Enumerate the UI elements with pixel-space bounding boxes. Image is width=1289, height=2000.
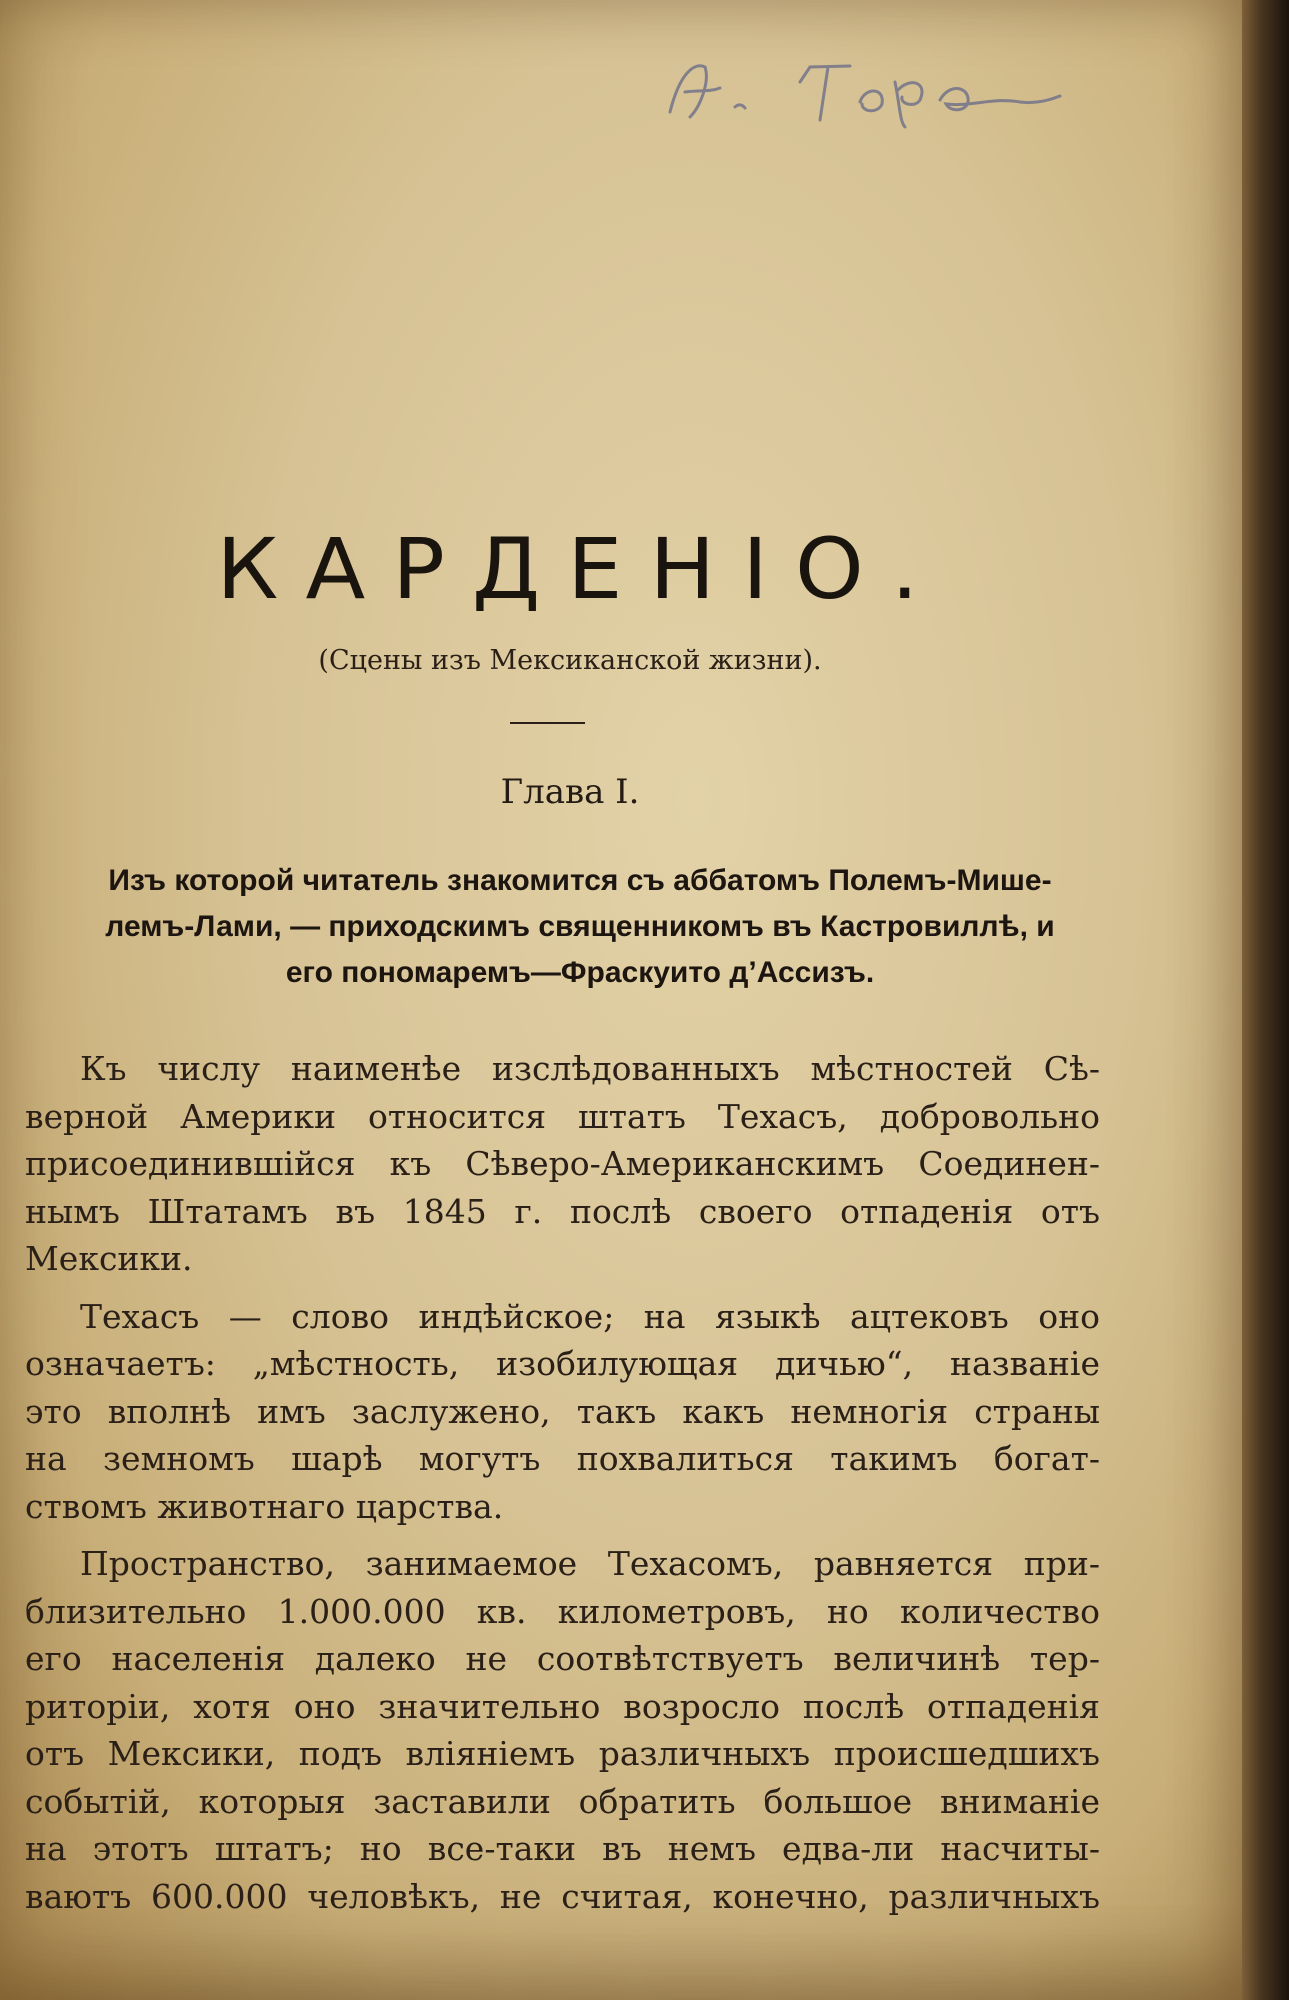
paragraph bbox=[25, 1045, 1100, 1283]
body-text bbox=[25, 1045, 1100, 1930]
text-line: присоединившійся къ Сѣверо-Американскимъ Соединен- bbox=[25, 1144, 1100, 1183]
text-line: означаетъ: „мѣстность, изобилующая дичью“, названіе bbox=[25, 1344, 1100, 1383]
text-line: Техасъ — слово индѣйское; на языкѣ ацтековъ оно bbox=[80, 1296, 1100, 1336]
text-line: событій, которыя заставили обратить большое вниманіе bbox=[25, 1781, 1100, 1821]
text-line: ствомъ животнаго царства. bbox=[25, 1486, 504, 1526]
text-line: ваютъ 600.000 человѣкъ, не считая, конечно, различныхъ bbox=[25, 1876, 1100, 1916]
paragraph bbox=[25, 1293, 1100, 1531]
text-line: это вполнѣ имъ заслужено, такъ какъ немногія страны bbox=[25, 1391, 1100, 1431]
text-line: на земномъ шарѣ могутъ похвалиться такимъ богат- bbox=[25, 1439, 1100, 1478]
summary-line: лемъ-Лами, — приходскимъ священникомъ въ Кастровиллѣ, и bbox=[105, 910, 1055, 943]
chapter-heading: Глава I. bbox=[500, 772, 640, 812]
text-line: верной Америки относится штатъ Техасъ, добровольно bbox=[25, 1096, 1100, 1136]
text-line: Мексики. bbox=[25, 1239, 193, 1278]
text-line: на этотъ штатъ; но все-таки въ немъ едва-ли насчиты- bbox=[25, 1829, 1100, 1868]
page-subtitle: (Сцены изъ Мексиканской жизни). bbox=[318, 645, 822, 676]
text-line: Пространство, занимаемое Техасомъ, равняется при- bbox=[80, 1544, 1100, 1583]
chapter-summary bbox=[70, 858, 1090, 996]
page-title: КАРДЕНІО. bbox=[216, 520, 946, 618]
text-line: Къ числу наименѣе изслѣдованныхъ мѣстностей Сѣ- bbox=[80, 1049, 1100, 1088]
text-line: его населенія далеко не соотвѣтствуетъ величинѣ тер- bbox=[25, 1639, 1100, 1678]
paragraph bbox=[25, 1540, 1100, 1920]
divider bbox=[510, 722, 585, 724]
summary-line: Изъ которой читатель знакомится съ аббатомъ Полемъ-Мише- bbox=[108, 864, 1052, 897]
text-line: риторіи, хотя оно значительно возросло послѣ отпаденія bbox=[25, 1686, 1100, 1726]
summary-line: его пономаремъ—Фраскуито д’Ассизъ. bbox=[285, 956, 875, 989]
text-line: близительно 1.000.000 кв. километровъ, но количество bbox=[25, 1591, 1100, 1631]
text-line: отъ Мексики, подъ вліяніемъ различныхъ происшедшихъ bbox=[25, 1734, 1100, 1773]
text-line: нымъ Штатамъ въ 1845 г. послѣ своего отпаденія отъ bbox=[25, 1191, 1100, 1231]
